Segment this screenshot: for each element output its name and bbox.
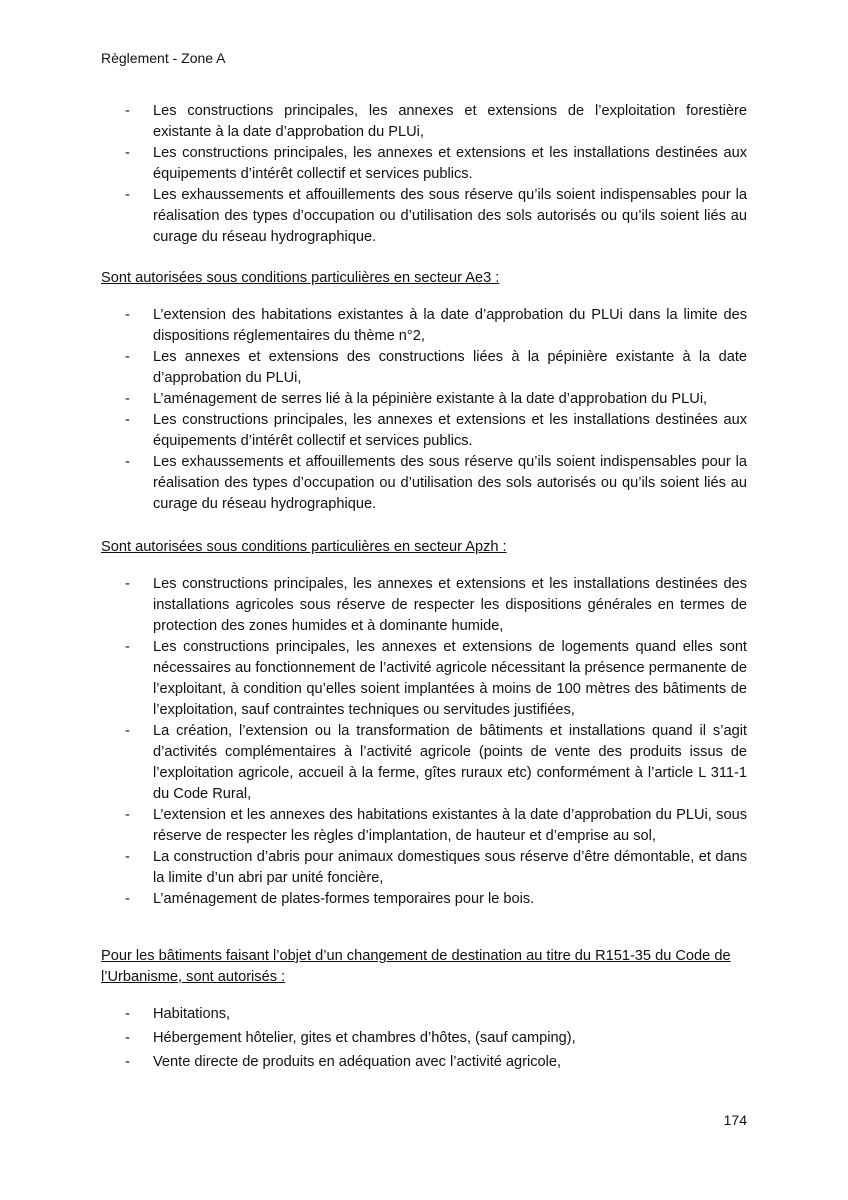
document-body <box>101 101 747 1076</box>
list-item: - L’aménagement de serres lié à la pépinière existante à la date d’approbation du PLUi, <box>125 391 708 407</box>
list-item: - L’extension et les annexes des habitations existantes à la date d’approbation du PLUi, sous réserve de respecter les règles d’implantation, de hauteur et d’emprise au sol, <box>125 807 747 844</box>
list-section-changement-destination <box>101 1004 747 1073</box>
list-item: - L’aménagement de plates-formes temporaires pour le bois. <box>125 891 535 907</box>
list-item: - Hébergement hôtelier, gites et chambres d’hôtes, (sauf camping), <box>125 1030 576 1046</box>
list-item: - Les exhaussements et affouillements des sous réserve qu’ils soient indispensables pour la réalisation des types d’occupation ou d’utilisation des sols autorisés ou qu’ils soient liés au curage du réseau hydrographique. <box>125 454 747 512</box>
list-section-apzh <box>101 574 747 910</box>
list-section-0 <box>101 101 747 248</box>
page-header: Règlement - Zone A <box>101 50 226 66</box>
page-number: 174 <box>723 1112 747 1128</box>
list-item: - Les constructions principales, les annexes et extensions et les installations destinées aux équipements d’intérêt collectif et services publics. <box>125 412 747 449</box>
list-item: - Les constructions principales, les annexes et extensions de l’exploitation forestière existante à la date d’approbation du PLUi, <box>125 103 747 140</box>
list-item: - Habitations, <box>125 1006 231 1022</box>
list-item: - Les annexes et extensions des constructions liées à la pépinière existante à la date d’approbation du PLUi, <box>125 349 747 386</box>
section-heading-apzh: Sont autorisées sous conditions particulières en secteur Apzh : <box>101 539 507 555</box>
list-item: - Les constructions principales, les annexes et extensions et les installations destinées aux équipements d’intérêt collectif et services publics. <box>125 145 747 182</box>
list-item: - Vente directe de produits en adéquation avec l’activité agricole, <box>125 1054 562 1070</box>
section-heading-changement-destination: Pour les bâtiments faisant l’objet d’un changement de destination au titre du R151-35 du Code de l’Urbanisme, sont autorisés : <box>101 948 731 985</box>
section-heading-ae3: Sont autorisées sous conditions particulières en secteur Ae3 : <box>101 270 500 286</box>
list-item: - Les constructions principales, les annexes et extensions et les installations destinées des installations agricoles sous réserve de respecter les dispositions générales en termes de protection des zones humides et à dominante humide, <box>125 576 747 634</box>
list-item: - La construction d’abris pour animaux domestiques sous réserve d’être démontable, et dans la limite d’un abri par unité foncière, <box>125 849 747 886</box>
list-item: - Les exhaussements et affouillements des sous réserve qu’ils soient indispensables pour la réalisation des types d’occupation ou d’utilisation des sols autorisés ou qu’ils soient liés au curage du réseau hydrographique. <box>125 187 747 245</box>
list-section-ae3 <box>101 305 747 515</box>
list-item: - L’extension des habitations existantes à la date d’approbation du PLUi dans la limite des dispositions réglementaires du thème n°2, <box>125 307 747 344</box>
list-item: - La création, l’extension ou la transformation de bâtiments et installations quand il s’agit d’activités complémentaires à l’activité agricole (points de vente des produits issus de l’exploitation agricole, accueil à la ferme, gîtes ruraux etc) conformément à l’article L 311-1 du Code Rural, <box>125 723 747 802</box>
list-item: - Les constructions principales, les annexes et extensions de logements quand elles sont nécessaires au fonctionnement de l’activité agricole nécessitant la présence permanente de l’exploitant, à condition qu’elles soient implantées à moins de 100 mètres des bâtiments de l’exploitation, sauf contraintes techniques ou servitudes justifiées, <box>125 639 747 718</box>
